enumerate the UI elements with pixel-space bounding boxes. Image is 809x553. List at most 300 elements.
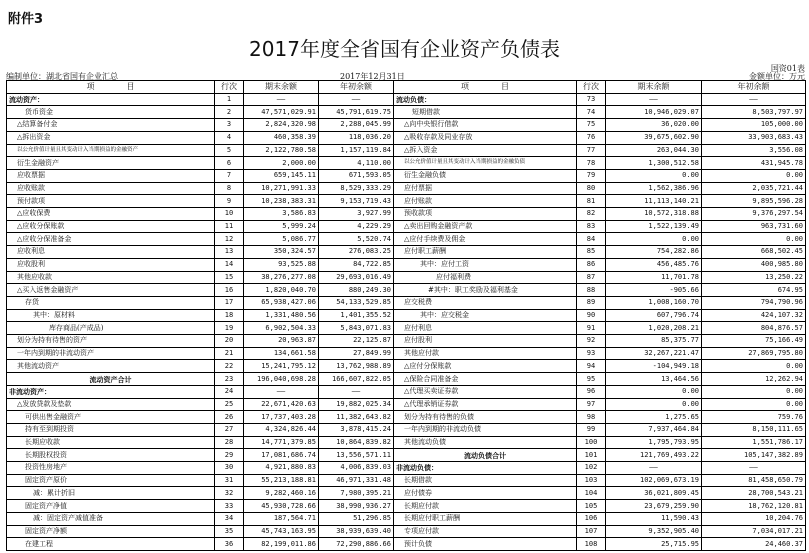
header-opening-right: 年初余额 (702, 81, 806, 94)
item-label: 应付票据 (394, 183, 577, 196)
ending-balance: 13,464.56 (606, 373, 702, 386)
opening-balance: 18,762,120.81 (702, 500, 806, 513)
line-number: 77 (577, 145, 606, 158)
item-label: 库存商品(产成品) (7, 322, 215, 335)
item-label: 一年内到期的非流动负债 (394, 424, 577, 437)
line-number: 10 (215, 208, 244, 221)
item-label: 应付账款 (394, 195, 577, 208)
ending-balance: 1,020,208.21 (606, 322, 702, 335)
ending-balance: 2,824,320.98 (244, 119, 319, 132)
line-number: 96 (577, 386, 606, 399)
item-label: 短期借款 (394, 106, 577, 119)
line-number: 8 (215, 183, 244, 196)
item-label: 以公允价值计量且其变动计入当期损益的金融资产 (7, 145, 215, 158)
item-label: 流动负债： (394, 94, 577, 107)
ending-balance: 10,271,991.33 (244, 183, 319, 196)
ending-balance: 121,769,493.22 (606, 449, 702, 462)
ending-balance: 6,902,504.33 (244, 322, 319, 335)
item-label: 流动资产合计 (7, 373, 215, 386)
line-number: 9 (215, 195, 244, 208)
ending-balance: 10,238,383.31 (244, 195, 319, 208)
opening-balance: 33,903,683.43 (702, 132, 806, 145)
item-label: △发放贷款及垫款 (7, 399, 215, 412)
line-number: 23 (215, 373, 244, 386)
item-label: 在建工程 (7, 538, 215, 551)
line-number: 27 (215, 424, 244, 437)
opening-balance: 9,895,596.28 (702, 195, 806, 208)
ending-balance: 460,358.39 (244, 132, 319, 145)
ending-balance: 11,590.43 (606, 513, 702, 526)
item-label: 划分为持有待售的资产 (7, 335, 215, 348)
item-label: 其中：应交税金 (394, 310, 577, 323)
ending-balance: 1,522,139.49 (606, 221, 702, 234)
ending-balance: 102,069,673.19 (606, 475, 702, 488)
opening-balance: 13,556,571.11 (319, 449, 394, 462)
ending-balance: 36,021,809.45 (606, 487, 702, 500)
opening-balance: 4,110.00 (319, 157, 394, 170)
line-number: 95 (577, 373, 606, 386)
opening-balance: 3,556.08 (702, 145, 806, 158)
ending-balance: —— (244, 386, 319, 399)
item-label: △向中央银行借款 (394, 119, 577, 132)
line-number: 85 (577, 246, 606, 259)
opening-balance: 4,006,839.03 (319, 462, 394, 475)
line-number: 7 (215, 170, 244, 183)
opening-balance: 84,722.85 (319, 259, 394, 272)
line-number: 21 (215, 348, 244, 361)
ending-balance: 25,715.95 (606, 538, 702, 551)
opening-balance: 28,700,543.21 (702, 487, 806, 500)
opening-balance: 804,876.57 (702, 322, 806, 335)
line-number: 76 (577, 132, 606, 145)
item-label: 固定资产净额 (7, 526, 215, 539)
ending-balance: 39,675,602.90 (606, 132, 702, 145)
header-item-right: 项 目 (394, 81, 577, 94)
opening-balance: 8,503,797.97 (702, 106, 806, 119)
ending-balance: 22,671,420.63 (244, 399, 319, 412)
ending-balance: 4,324,826.44 (244, 424, 319, 437)
opening-balance: —— (319, 94, 394, 107)
opening-balance: 166,607,822.05 (319, 373, 394, 386)
line-number: 104 (577, 487, 606, 500)
opening-balance: 11,382,643.82 (319, 411, 394, 424)
line-number: 4 (215, 132, 244, 145)
item-label: △应收分保账款 (7, 221, 215, 234)
ending-balance: 754,282.86 (606, 246, 702, 259)
ending-balance: 3,586.83 (244, 208, 319, 221)
line-number: 12 (215, 233, 244, 246)
item-label: 长期应付职工薪酬 (394, 513, 577, 526)
opening-balance: 674.95 (702, 284, 806, 297)
ending-balance: 9,282,460.16 (244, 487, 319, 500)
ending-balance: 2,000.00 (244, 157, 319, 170)
opening-balance: —— (702, 94, 806, 107)
line-number: 88 (577, 284, 606, 297)
ending-balance: 85,375.77 (606, 335, 702, 348)
ending-balance: 7,937,464.84 (606, 424, 702, 437)
line-number: 90 (577, 310, 606, 323)
opening-balance: 13,762,988.89 (319, 360, 394, 373)
ending-balance: 10,946,029.07 (606, 106, 702, 119)
line-number: 94 (577, 360, 606, 373)
opening-balance: 7,034,017.21 (702, 526, 806, 539)
line-number: 35 (215, 526, 244, 539)
item-label: 应付福利费 (394, 272, 577, 285)
line-number: 18 (215, 310, 244, 323)
line-number: 84 (577, 233, 606, 246)
opening-balance: 9,153,719.43 (319, 195, 394, 208)
opening-balance: 400,985.80 (702, 259, 806, 272)
header-ending-left: 期末余额 (244, 81, 319, 94)
ending-balance: 0.00 (606, 233, 702, 246)
item-label: 投资性房地产 (7, 462, 215, 475)
item-label: 预计负债 (394, 538, 577, 551)
item-label: △买入返售金融资产 (7, 284, 215, 297)
line-number: 92 (577, 335, 606, 348)
opening-balance: 4,229.29 (319, 221, 394, 234)
ending-balance: 17,081,686.74 (244, 449, 319, 462)
line-number: 28 (215, 437, 244, 450)
opening-balance: 27,869,795.80 (702, 348, 806, 361)
line-number: 36 (215, 538, 244, 551)
item-label: 减：固定资产减值准备 (7, 513, 215, 526)
ending-balance: 15,241,795.12 (244, 360, 319, 373)
opening-balance: 54,133,529.85 (319, 297, 394, 310)
line-number: 100 (577, 437, 606, 450)
item-label: 其他应付款 (394, 348, 577, 361)
opening-balance: 29,693,016.49 (319, 272, 394, 285)
ending-balance: 82,199,011.86 (244, 538, 319, 551)
item-label: 货币资金 (7, 106, 215, 119)
line-number: 93 (577, 348, 606, 361)
ending-balance: 0.00 (606, 386, 702, 399)
line-number: 99 (577, 424, 606, 437)
line-number: 19 (215, 322, 244, 335)
ending-balance: 11,701.78 (606, 272, 702, 285)
item-label: 其中：原材料 (7, 310, 215, 323)
line-number: 101 (577, 449, 606, 462)
item-label: 应付利息 (394, 322, 577, 335)
opening-balance: 8,529,333.29 (319, 183, 394, 196)
opening-balance: 0.00 (702, 360, 806, 373)
ending-balance: 0.00 (606, 399, 702, 412)
opening-balance: 1,551,786.17 (702, 437, 806, 450)
line-number: 106 (577, 513, 606, 526)
line-number: 29 (215, 449, 244, 462)
line-number: 11 (215, 221, 244, 234)
item-label: △结算备付金 (7, 119, 215, 132)
ending-balance: 5,086.77 (244, 233, 319, 246)
item-label: 其中：应付工资 (394, 259, 577, 272)
header-ending-right: 期末余额 (606, 81, 702, 94)
header-line-right: 行次 (577, 81, 606, 94)
header-item-left: 项 目 (7, 81, 215, 94)
line-number: 89 (577, 297, 606, 310)
ending-balance: 1,795,793.95 (606, 437, 702, 450)
ending-balance: 134,661.58 (244, 348, 319, 361)
opening-balance: 0.00 (702, 386, 806, 399)
item-label: △应收分保准备金 (7, 233, 215, 246)
line-number: 87 (577, 272, 606, 285)
opening-balance: 81,458,650.79 (702, 475, 806, 488)
line-number: 108 (577, 538, 606, 551)
ending-balance: 2,122,780.58 (244, 145, 319, 158)
item-label: 应收账款 (7, 183, 215, 196)
opening-balance: 38,990,936.27 (319, 500, 394, 513)
opening-balance: 3,927.99 (319, 208, 394, 221)
opening-balance: 424,107.32 (702, 310, 806, 323)
opening-balance: 19,882,025.34 (319, 399, 394, 412)
item-label: 预收款项 (394, 208, 577, 221)
opening-balance: 5,520.74 (319, 233, 394, 246)
header-opening-left: 年初余额 (319, 81, 394, 94)
reporting-unit: 编制单位：湖北省国有企业汇总 (6, 72, 118, 81)
ending-balance: 47,571,029.91 (244, 106, 319, 119)
opening-balance: 1,157,119.84 (319, 145, 394, 158)
opening-balance: 5,843,071.83 (319, 322, 394, 335)
item-label: 非流动资产： (7, 386, 215, 399)
item-label: 以公允价值计量且其变动计入当期损益的金融负债 (394, 157, 577, 170)
opening-balance: 794,790.96 (702, 297, 806, 310)
item-label: 衍生金融资产 (7, 157, 215, 170)
item-label: △代理承销证券款 (394, 399, 577, 412)
ending-balance: 456,485.76 (606, 259, 702, 272)
line-number: 34 (215, 513, 244, 526)
line-number: 80 (577, 183, 606, 196)
item-label: 减：累计折旧 (7, 487, 215, 500)
opening-balance: —— (319, 386, 394, 399)
ending-balance: 45,930,728.66 (244, 500, 319, 513)
line-number: 75 (577, 119, 606, 132)
line-number: 97 (577, 399, 606, 412)
opening-balance: 72,290,886.66 (319, 538, 394, 551)
item-label: 应付股利 (394, 335, 577, 348)
ending-balance: 1,331,480.56 (244, 310, 319, 323)
line-number: 3 (215, 119, 244, 132)
ending-balance: 17,737,403.28 (244, 411, 319, 424)
opening-balance: 880,249.30 (319, 284, 394, 297)
ending-balance: 1,820,040.70 (244, 284, 319, 297)
opening-balance: 105,000.00 (702, 119, 806, 132)
ending-balance: 20,963.87 (244, 335, 319, 348)
item-label: #其中：职工奖励及福利基金 (394, 284, 577, 297)
line-number: 107 (577, 526, 606, 539)
ending-balance: 1,300,512.58 (606, 157, 702, 170)
item-label: 专项应付款 (394, 526, 577, 539)
ending-balance: 45,743,163.95 (244, 526, 319, 539)
item-label: 长期应收款 (7, 437, 215, 450)
item-label: 非流动负债： (394, 462, 577, 475)
header-line-left: 行次 (215, 81, 244, 94)
line-number: 73 (577, 94, 606, 107)
item-label: 其他应收款 (7, 272, 215, 285)
item-label: 衍生金融负债 (394, 170, 577, 183)
opening-balance: 0.00 (702, 233, 806, 246)
item-label: 应收股利 (7, 259, 215, 272)
item-label: △代理买卖证券款 (394, 386, 577, 399)
opening-balance: 0.00 (702, 170, 806, 183)
ending-balance: 65,938,427.06 (244, 297, 319, 310)
ending-balance: 350,324.57 (244, 246, 319, 259)
line-number: 31 (215, 475, 244, 488)
ending-balance: 4,921,880.83 (244, 462, 319, 475)
item-label: 一年内到期的非流动资产 (7, 348, 215, 361)
line-number: 103 (577, 475, 606, 488)
item-label: 其他流动负债 (394, 437, 577, 450)
item-label: 长期应付款 (394, 500, 577, 513)
item-label: 应付债券 (394, 487, 577, 500)
line-number: 24 (215, 386, 244, 399)
opening-balance: 22,125.87 (319, 335, 394, 348)
ending-balance: -104,949.18 (606, 360, 702, 373)
opening-balance: 276,083.25 (319, 246, 394, 259)
opening-balance: 27,849.99 (319, 348, 394, 361)
ending-balance: 5,999.24 (244, 221, 319, 234)
item-label: 预付款项 (7, 195, 215, 208)
item-label: 持有至到期投资 (7, 424, 215, 437)
opening-balance: 75,166.49 (702, 335, 806, 348)
ending-balance: 1,562,386.96 (606, 183, 702, 196)
currency-unit: 金额单位：万元 (749, 72, 805, 81)
item-label: △应付手续费及佣金 (394, 233, 577, 246)
item-label: 存货 (7, 297, 215, 310)
item-label: △应付分保账款 (394, 360, 577, 373)
item-label: △保险合同准备金 (394, 373, 577, 386)
attachment-label: 附件3 (8, 12, 44, 27)
item-label: 长期股权投资 (7, 449, 215, 462)
line-number: 14 (215, 259, 244, 272)
item-label: 应收利息 (7, 246, 215, 259)
opening-balance: 10,864,839.82 (319, 437, 394, 450)
opening-balance: 963,731.60 (702, 221, 806, 234)
item-label: 固定资产净值 (7, 500, 215, 513)
item-label: 固定资产原价 (7, 475, 215, 488)
ending-balance: 607,796.74 (606, 310, 702, 323)
line-number: 82 (577, 208, 606, 221)
line-number: 86 (577, 259, 606, 272)
ending-balance: 32,267,221.47 (606, 348, 702, 361)
report-date: 2017年12月31日 (340, 72, 405, 81)
line-number: 15 (215, 272, 244, 285)
ending-balance: 23,679,259.90 (606, 500, 702, 513)
opening-balance: 45,791,619.75 (319, 106, 394, 119)
line-number: 2 (215, 106, 244, 119)
opening-balance: 13,250.22 (702, 272, 806, 285)
line-number: 5 (215, 145, 244, 158)
line-number: 20 (215, 335, 244, 348)
ending-balance: 9,352,905.40 (606, 526, 702, 539)
item-label: 流动资产： (7, 94, 215, 107)
opening-balance: 1,401,355.52 (319, 310, 394, 323)
ending-balance: 55,213,188.81 (244, 475, 319, 488)
line-number: 26 (215, 411, 244, 424)
item-label: 其他流动资产 (7, 360, 215, 373)
item-label: 应交税费 (394, 297, 577, 310)
opening-balance: 9,376,297.54 (702, 208, 806, 221)
item-label: △卖出回购金融资产款 (394, 221, 577, 234)
opening-balance: 431,945.78 (702, 157, 806, 170)
opening-balance: 2,035,721.44 (702, 183, 806, 196)
opening-balance: 38,939,639.40 (319, 526, 394, 539)
ending-balance: —— (244, 94, 319, 107)
line-number: 13 (215, 246, 244, 259)
form-number: 国资01表 (770, 64, 805, 73)
opening-balance: 10,204.76 (702, 513, 806, 526)
line-number: 105 (577, 500, 606, 513)
line-number: 17 (215, 297, 244, 310)
opening-balance: 7,980,395.21 (319, 487, 394, 500)
ending-balance: 1,275.65 (606, 411, 702, 424)
line-number: 98 (577, 411, 606, 424)
line-number: 30 (215, 462, 244, 475)
opening-balance: 668,502.45 (702, 246, 806, 259)
item-label: 划分为持有待售的负债 (394, 411, 577, 424)
opening-balance: 671,593.05 (319, 170, 394, 183)
ending-balance: 196,040,698.28 (244, 373, 319, 386)
opening-balance: 51,296.85 (319, 513, 394, 526)
line-number: 91 (577, 322, 606, 335)
line-number: 32 (215, 487, 244, 500)
ending-balance: 93,525.88 (244, 259, 319, 272)
ending-balance: —— (606, 94, 702, 107)
opening-balance: 12,262.94 (702, 373, 806, 386)
item-label: 可供出售金融资产 (7, 411, 215, 424)
item-label: 应付职工薪酬 (394, 246, 577, 259)
ending-balance: 1,008,160.70 (606, 297, 702, 310)
ending-balance: 11,113,140.21 (606, 195, 702, 208)
ending-balance: 659,145.11 (244, 170, 319, 183)
ending-balance: —— (606, 462, 702, 475)
item-label: △应收保费 (7, 208, 215, 221)
item-label: △拆出资金 (7, 132, 215, 145)
item-label: 流动负债合计 (394, 449, 577, 462)
opening-balance: 118,036.20 (319, 132, 394, 145)
opening-balance: 46,971,331.48 (319, 475, 394, 488)
ending-balance: -905.66 (606, 284, 702, 297)
balance-sheet-table (6, 80, 806, 551)
ending-balance: 14,771,379.85 (244, 437, 319, 450)
line-number: 25 (215, 399, 244, 412)
line-number: 83 (577, 221, 606, 234)
ending-balance: 38,276,277.08 (244, 272, 319, 285)
ending-balance: 36,020.00 (606, 119, 702, 132)
line-number: 16 (215, 284, 244, 297)
ending-balance: 187,564.71 (244, 513, 319, 526)
line-number: 102 (577, 462, 606, 475)
line-number: 6 (215, 157, 244, 170)
line-number: 33 (215, 500, 244, 513)
ending-balance: 263,044.30 (606, 145, 702, 158)
item-label: △拆入资金 (394, 145, 577, 158)
opening-balance: 8,150,111.65 (702, 424, 806, 437)
ending-balance: 0.00 (606, 170, 702, 183)
opening-balance: 2,288,045.99 (319, 119, 394, 132)
line-number: 79 (577, 170, 606, 183)
line-number: 1 (215, 94, 244, 107)
opening-balance: 3,878,415.24 (319, 424, 394, 437)
line-number: 74 (577, 106, 606, 119)
item-label: 长期借款 (394, 475, 577, 488)
opening-balance: 24,460.37 (702, 538, 806, 551)
opening-balance: —— (702, 462, 806, 475)
line-number: 81 (577, 195, 606, 208)
item-label: △吸收存款及同业存放 (394, 132, 577, 145)
opening-balance: 0.00 (702, 399, 806, 412)
item-label: 应收票据 (7, 170, 215, 183)
opening-balance: 759.76 (702, 411, 806, 424)
report-title: 2017年度全省国有企业资产负债表 (249, 37, 560, 61)
ending-balance: 10,572,318.88 (606, 208, 702, 221)
